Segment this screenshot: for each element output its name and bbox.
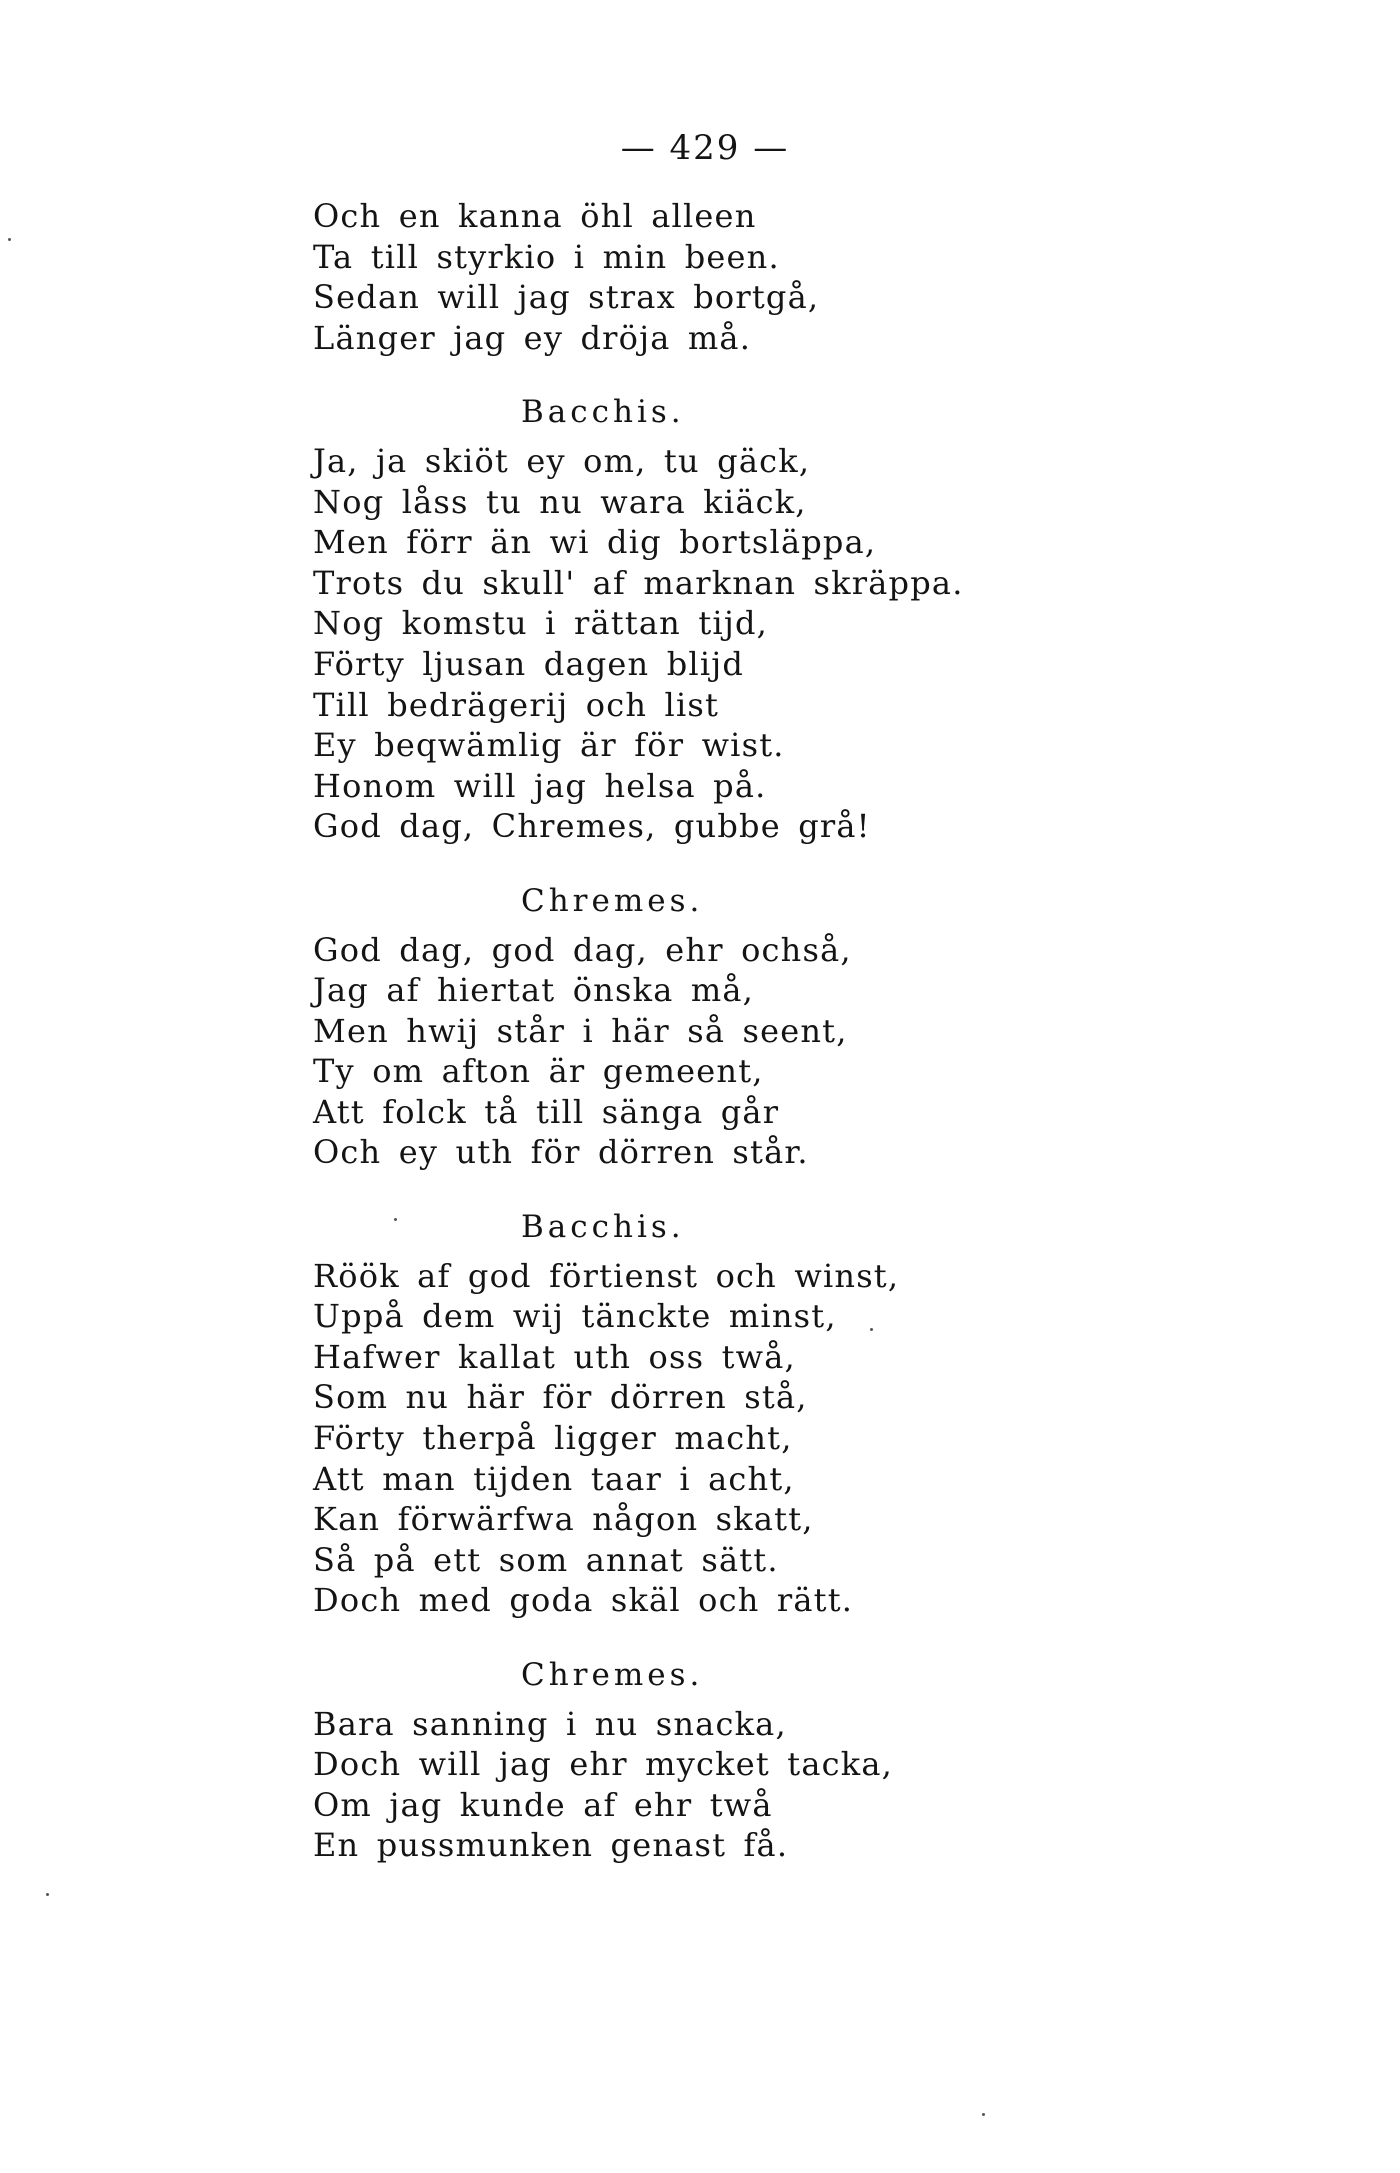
verse-line: Honom will jag helsa på. (313, 766, 767, 805)
verse-line: Ty om afton är gemeent, (313, 1052, 764, 1091)
verse-line: Jag af hiertat önska må, (313, 971, 755, 1010)
verse-line: Och ey uth för dörren står. (313, 1133, 809, 1172)
poem-text (313, 196, 1313, 1866)
verse-line: Uppå dem wij tänckte minst, (313, 1297, 837, 1336)
verse-line: Nog låss tu nu wara kiäck, (313, 482, 807, 521)
verse-line: Men förr än wi dig bortsläppa, (313, 523, 877, 562)
verse-line: Att man tijden taar i acht, (313, 1459, 795, 1498)
verse-line: Doch med goda skäl och rätt. (313, 1581, 854, 1620)
verse-line: God dag, god dag, ehr ochså, (313, 930, 852, 969)
verse-line: Om jag kunde af ehr twå (313, 1785, 773, 1824)
verse-line: Bara sanning i nu snacka, (313, 1704, 787, 1743)
verse-line: En pussmunken genast få. (313, 1826, 789, 1865)
paper-speck (394, 1218, 397, 1221)
stanza-1 (313, 196, 1313, 358)
stanza-2 (313, 392, 1313, 847)
verse-line: Och en kanna öhl alleen (313, 197, 757, 235)
verse-line: Men hwij står i här så seent, (313, 1011, 848, 1050)
stanza-4 (313, 1207, 1313, 1621)
verse-line: God dag, Chremes, gubbe grå! (313, 807, 871, 846)
verse-line: Kan förwärfwa någon skatt, (313, 1500, 814, 1539)
verse-line: Som nu här för dörren stå, (313, 1378, 808, 1417)
verse-line: Länger jag ey dröja må. (313, 318, 752, 357)
verse-line: Att folck tå till sänga går (313, 1092, 780, 1131)
verse-line: Till bedrägerij och list (313, 685, 720, 724)
verse-line: Sedan will jag strax bortgå, (313, 278, 820, 317)
verse-line: Ja, ja skiöt ey om, tu gäck, (313, 441, 811, 480)
stanza-5 (313, 1655, 1313, 1866)
verse-line: Hafwer kallat uth oss twå, (313, 1337, 796, 1376)
verse-line: Nog komstu i rättan tijd, (313, 604, 769, 643)
paper-speck (8, 238, 11, 241)
speaker-name: Bacchis. (521, 394, 685, 431)
verse-line: Röök af god förtienst och winst, (313, 1256, 900, 1295)
verse-line: Ta till styrkio i min been. (313, 237, 780, 276)
paper-speck (982, 2113, 985, 2116)
speaker-name: Chremes. (521, 882, 704, 919)
speaker-name: Chremes. (521, 1657, 704, 1693)
verse-line: Så på ett som annat sätt. (313, 1540, 779, 1579)
speaker-name: Bacchis. (521, 1209, 685, 1246)
paper-speck (46, 1893, 49, 1896)
verse-line: Förty therpå ligger macht, (313, 1419, 793, 1458)
stanza-3 (313, 881, 1313, 1173)
verse-line: Förty ljusan dagen blijd (313, 644, 745, 683)
paper-speck (870, 1328, 873, 1331)
verse-line: Trots du skull' af marknan skräppa. (313, 563, 964, 602)
verse-line: Doch will jag ehr mycket tacka, (313, 1745, 893, 1784)
page-number: — 429 — (620, 128, 790, 168)
verse-line: Ey beqwämlig är för wist. (313, 726, 785, 765)
